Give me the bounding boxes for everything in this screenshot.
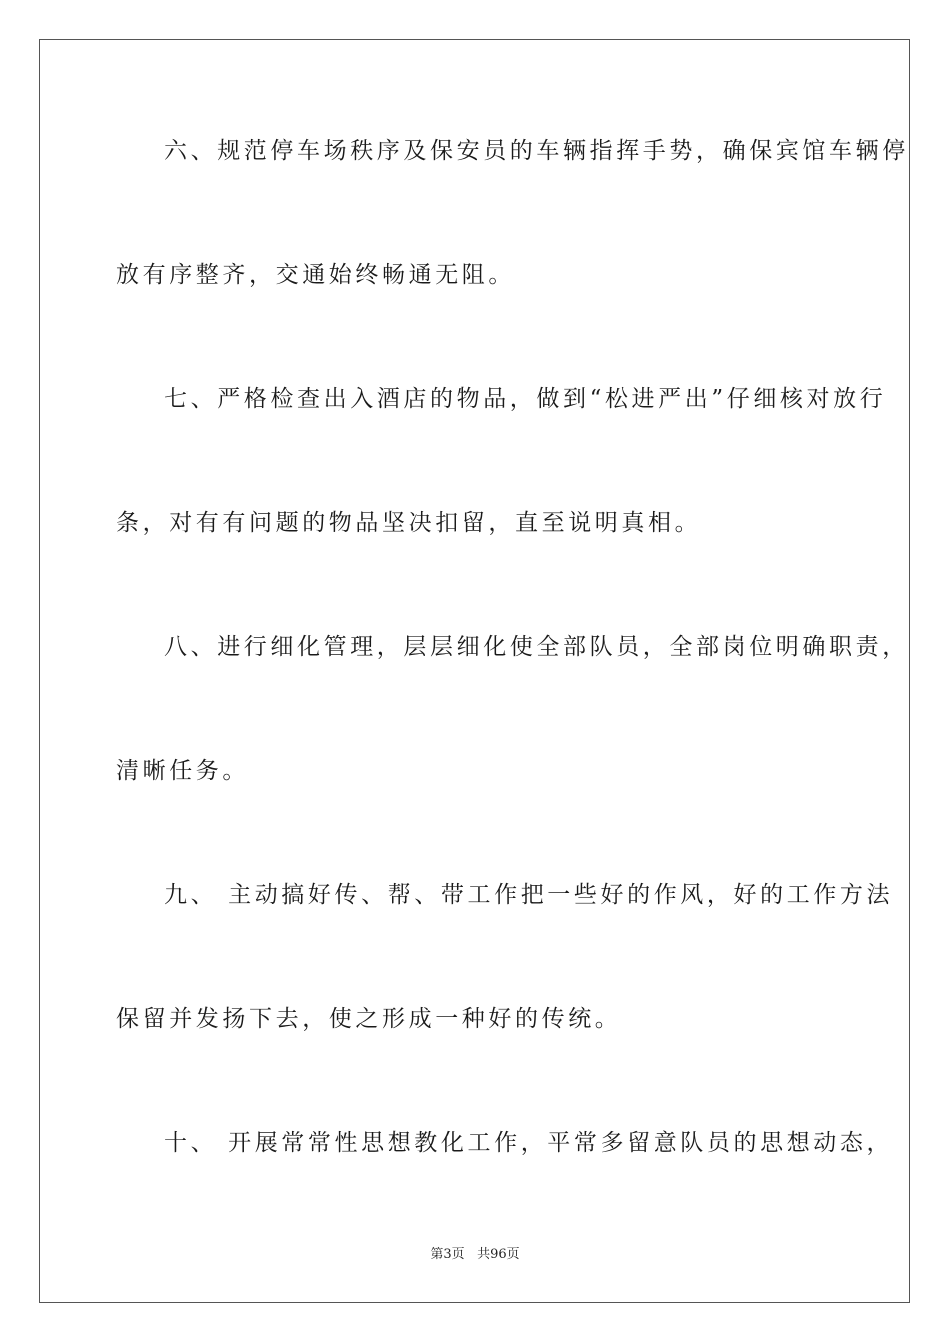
paragraph-7-line-2: 条，对有有问题的物品坚决扣留，直至说明真相。: [116, 510, 702, 536]
paragraph-9-line-2: 保留并发扬下去，使之形成一种好的传统。: [116, 1006, 622, 1032]
page-number: 第3页: [430, 1247, 465, 1262]
footer-separator: [465, 1247, 477, 1262]
paragraph-8-line-1: 八、进行细化管理，层层细化使全部队员，全部岗位明确职责，: [164, 634, 909, 660]
paragraph-8-line-2: 清晰任务。: [116, 758, 249, 784]
page-footer: [0, 1246, 950, 1264]
paragraph-6-line-1: 六、规范停车场秩序及保安员的车辆指挥手势，确保宾馆车辆停: [164, 138, 909, 164]
paragraph-10-line-1: 十、 开展常常性思想教化工作，平常多留意队员的思想动态，: [164, 1130, 894, 1156]
page-total: 共96页: [477, 1247, 520, 1262]
paragraph-6-line-2: 放有序整齐，交通始终畅通无阻。: [116, 262, 515, 288]
paragraph-7-line-1: 七、严格检查出入酒店的物品，做到“松进严出”仔细核对放行: [164, 386, 887, 412]
paragraph-9-line-1: 九、 主动搞好传、帮、带工作把一些好的作风，好的工作方法: [164, 882, 894, 908]
page-border: [39, 39, 910, 1303]
